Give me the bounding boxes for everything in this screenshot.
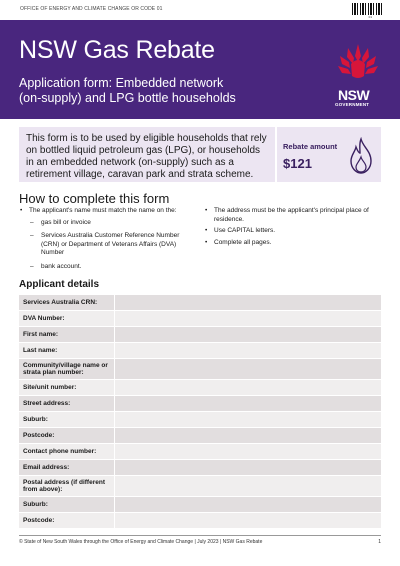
site-unit-field[interactable] xyxy=(115,380,381,395)
subtitle-line-1: Application form: Embedded network xyxy=(19,76,224,90)
instructions-left xyxy=(19,207,199,276)
field-label: Services Australia CRN: xyxy=(19,295,115,310)
intro-box xyxy=(19,127,275,182)
rebate-label: Rebate amount xyxy=(283,142,338,151)
field-label: Street address: xyxy=(19,396,115,411)
form-row-crn xyxy=(19,295,381,311)
instruction-bullet: • The address must be the applicant's principal place of residence. xyxy=(204,207,384,224)
how-to-title: How to complete this form xyxy=(19,191,170,206)
flame-icon xyxy=(347,137,375,175)
first-name-field[interactable] xyxy=(115,327,381,342)
field-label: First name: xyxy=(19,327,115,342)
email-field[interactable] xyxy=(115,460,381,475)
postal-postcode-field[interactable] xyxy=(115,513,381,528)
field-label: Postcode: xyxy=(19,428,115,443)
rebate-amount-box xyxy=(277,127,381,182)
postal-suburb-field[interactable] xyxy=(115,497,381,512)
field-label: Suburb: xyxy=(19,412,115,427)
field-label: Last name: xyxy=(19,343,115,358)
field-label: Suburb: xyxy=(19,497,115,512)
instruction-bullet: • Complete all pages. xyxy=(204,239,384,248)
rebate-value: $121 xyxy=(283,156,312,171)
page-title: NSW Gas Rebate xyxy=(19,36,215,64)
title-banner xyxy=(0,20,400,119)
form-row-first-name xyxy=(19,327,381,343)
phone-field[interactable] xyxy=(115,444,381,459)
postcode-field[interactable] xyxy=(115,428,381,443)
footer-divider xyxy=(19,535,381,536)
footer-copyright: © State of New South Wales through the Office of Energy and Climate Change | July 2023 | NSW Gas Rebate xyxy=(19,539,263,545)
applicant-details-title: Applicant details xyxy=(19,279,100,290)
form-row-community xyxy=(19,359,381,380)
instruction-subitem: – bank account. xyxy=(19,263,199,272)
form-row-site-unit xyxy=(19,380,381,396)
form-row-postal-postcode xyxy=(19,513,381,529)
page-subtitle xyxy=(19,76,279,106)
office-code-line: OFFICE OF ENERGY AND CLIMATE CHANGE OR CODE 01 xyxy=(20,6,163,12)
field-label: Community/village name or strata plan number: xyxy=(19,359,115,379)
page-number: 1 xyxy=(378,539,381,545)
form-row-postcode xyxy=(19,428,381,444)
instruction-subitem: – Services Australia Customer Reference Number (CRN) or Department of Veterans Affairs (DVA) Number xyxy=(19,232,199,258)
field-label: Email address: xyxy=(19,460,115,475)
field-label: Site/unit number: xyxy=(19,380,115,395)
form-row-postal-suburb xyxy=(19,497,381,513)
instruction-subitem: – gas bill or invoice xyxy=(19,219,199,228)
last-name-field[interactable] xyxy=(115,343,381,358)
nsw-government-logo xyxy=(334,42,382,107)
subtitle-line-2: (on-supply) and LPG bottle households xyxy=(19,91,236,105)
form-row-postal-address xyxy=(19,476,381,497)
instruction-bullet: • The applicant's name must match the name on the: xyxy=(19,207,199,216)
barcode-number: 01 xyxy=(368,15,372,19)
instruction-bullet: • Use CAPITAL letters. xyxy=(204,227,384,236)
field-label: DVA Number: xyxy=(19,311,115,326)
form-row-email xyxy=(19,460,381,476)
form-row-street xyxy=(19,396,381,412)
street-address-field[interactable] xyxy=(115,396,381,411)
suburb-field[interactable] xyxy=(115,412,381,427)
postal-address-field[interactable] xyxy=(115,476,381,496)
intro-text: This form is to be used by eligible households that rely on bottled liquid petroleum gas (LPG), or households in an embedded network (on-supply) such as a retirement village, caravan park and strata scheme. xyxy=(26,133,267,180)
form-row-dva xyxy=(19,311,381,327)
field-label: Postal address (if different from above): xyxy=(19,476,115,496)
field-label: Contact phone number: xyxy=(19,444,115,459)
community-field[interactable] xyxy=(115,359,381,379)
dva-number-field[interactable] xyxy=(115,311,381,326)
form-row-phone xyxy=(19,444,381,460)
waratah-icon xyxy=(334,42,382,86)
form-row-last-name xyxy=(19,343,381,359)
barcode-icon xyxy=(352,3,382,15)
instructions-right xyxy=(204,207,384,250)
nsw-wordmark: NSW xyxy=(338,87,370,103)
field-label: Postcode: xyxy=(19,513,115,528)
crn-field[interactable] xyxy=(115,295,381,310)
form-row-suburb xyxy=(19,412,381,428)
applicant-details-form xyxy=(19,295,381,529)
nsw-government-label: GOVERNMENT xyxy=(335,102,370,107)
